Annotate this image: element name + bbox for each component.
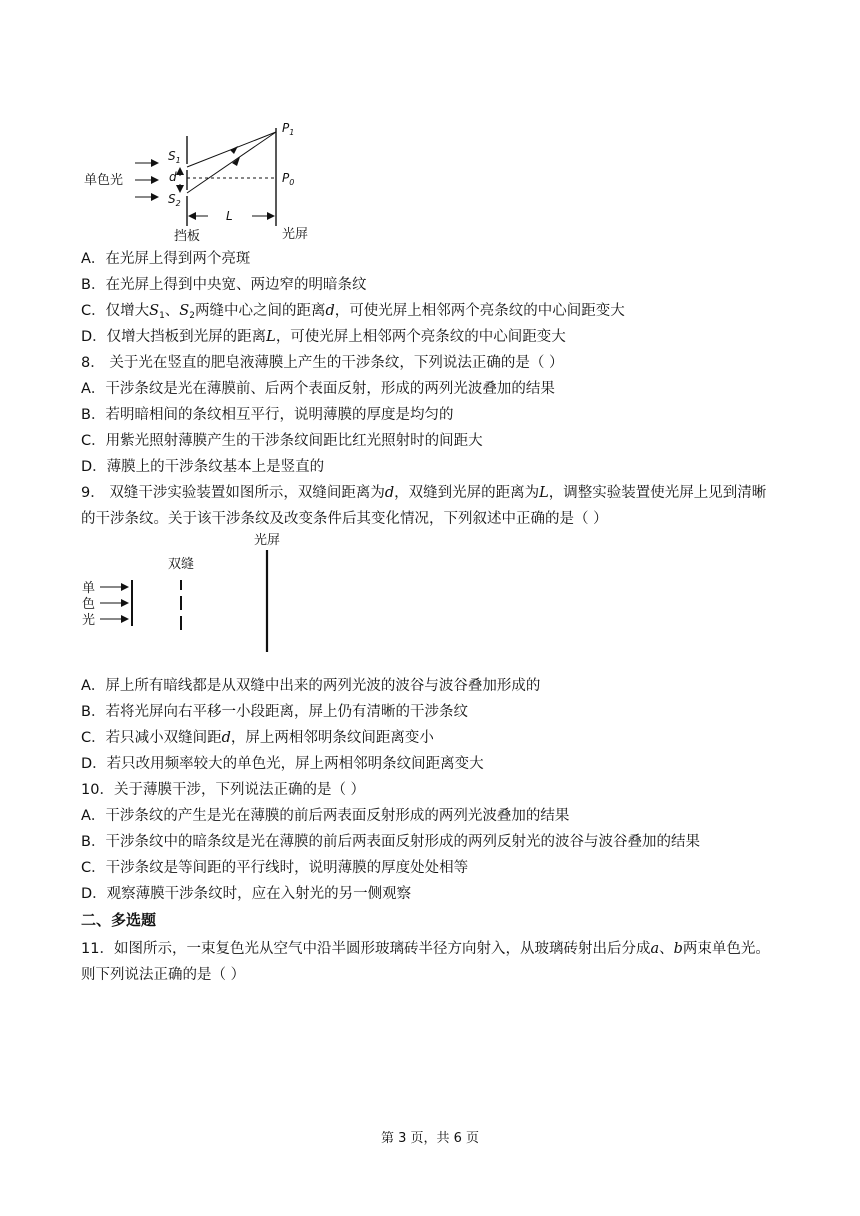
q8-option-b: B．若明暗相间的条纹相互平行，说明薄膜的厚度是均匀的 — [81, 407, 454, 423]
q9-option-c: C．若只减小双缝间距d，屏上两相邻明条纹间距离变小 — [81, 730, 434, 746]
double-slit-diagram-2 — [80, 530, 300, 656]
q11-stem-line1: 11．如图所示，一束复色光从空气中沿半圆形玻璃砖半径方向射入，从玻璃砖射出后分成a、b两束单色光。 — [81, 941, 770, 957]
s2-label: $S_2$ — [168, 192, 181, 208]
slits-label: 双缝 — [168, 557, 195, 572]
q8-stem: 8． 关于光在竖直的肥皂液薄膜上产生的干涉条纹，下列说法正确的是（ ） — [81, 355, 564, 371]
q10-option-b: B．干涉条纹中的暗条纹是光在薄膜的前后两表面反射形成的两列反射光的波谷与波谷叠加的结果 — [81, 834, 700, 850]
q8-option-d: D．薄膜上的干涉条纹基本上是竖直的 — [81, 459, 325, 475]
barrier-label: 挡板 — [174, 229, 201, 244]
q8-option-a: A．干涉条纹是光在薄膜前、后两个表面反射，形成的两列光波叠加的结果 — [81, 381, 555, 397]
q7-option-a: A．在光屏上得到两个亮斑 — [81, 251, 251, 267]
q9-stem-line2: 的干涉条纹。关于该干涉条纹及改变条件后其变化情况，下列叙述中正确的是（ ） — [81, 511, 608, 527]
screen-label: 光屏 — [282, 227, 309, 242]
q8-option-c: C．用紫光照射薄膜产生的干涉条纹间距比红光照射时的间距大 — [81, 433, 483, 449]
q10-stem: 10．关于薄膜干涉，下列说法正确的是（ ） — [81, 782, 366, 798]
p1-label: $P_1$ — [282, 121, 295, 137]
double-slit-diagram-1 — [80, 118, 330, 246]
q9-option-b: B．若将光屏向右平移一小段距离，屏上仍有清晰的干涉条纹 — [81, 704, 468, 720]
page-footer: 第 3 页，共 6 页 — [380, 1131, 480, 1146]
q9-option-a: A．屏上所有暗线都是从双缝中出来的两列光波的波谷与波谷叠加形成的 — [81, 678, 541, 694]
q7-option-d: D．仅增大挡板到光屏的距离L，可使光屏上相邻两个亮条纹的中心间距变大 — [81, 329, 566, 345]
q10-option-d: D．观察薄膜干涉条纹时，应在入射光的另一侧观察 — [81, 886, 412, 902]
q7-option-c: C．仅增大$S_1$、$S_2$两缝中心之间的距离d，可使光屏上相邻两个亮条纹的中心间距变大 — [81, 303, 625, 321]
source-char: 光 — [82, 613, 96, 628]
q10-option-c: C．干涉条纹是等间距的平行线时，说明薄膜的厚度处处相等 — [81, 860, 469, 876]
section-heading: 二、多选题 — [81, 911, 157, 929]
s1-label: $S_1$ — [168, 149, 181, 165]
d-label: d — [169, 170, 177, 184]
L-label: L — [226, 209, 233, 223]
q9-stem-line1: 9． 双缝干涉实验装置如图所示，双缝间距离为d，双缝到光屏的距离为L，调整实验装置使光屏上见到清晰 — [81, 485, 767, 501]
q9-option-d: D．若只改用频率较大的单色光，屏上两相邻明条纹间距离变大 — [81, 756, 484, 772]
q11-stem-line2: 则下列说法正确的是（ ） — [81, 967, 246, 983]
p0-label: $P_0$ — [282, 171, 295, 187]
q7-option-b: B．在光屏上得到中央宽、两边窄的明暗条纹 — [81, 277, 367, 293]
screen-label: 光屏 — [254, 533, 281, 548]
source-label: 单色光 — [84, 173, 124, 188]
q10-option-a: A．干涉条纹的产生是光在薄膜的前后两表面反射形成的两列光波叠加的结果 — [81, 808, 570, 824]
source-char: 单 — [82, 581, 96, 596]
ray-s2-p1 — [187, 132, 276, 193]
source-char: 色 — [82, 597, 96, 612]
